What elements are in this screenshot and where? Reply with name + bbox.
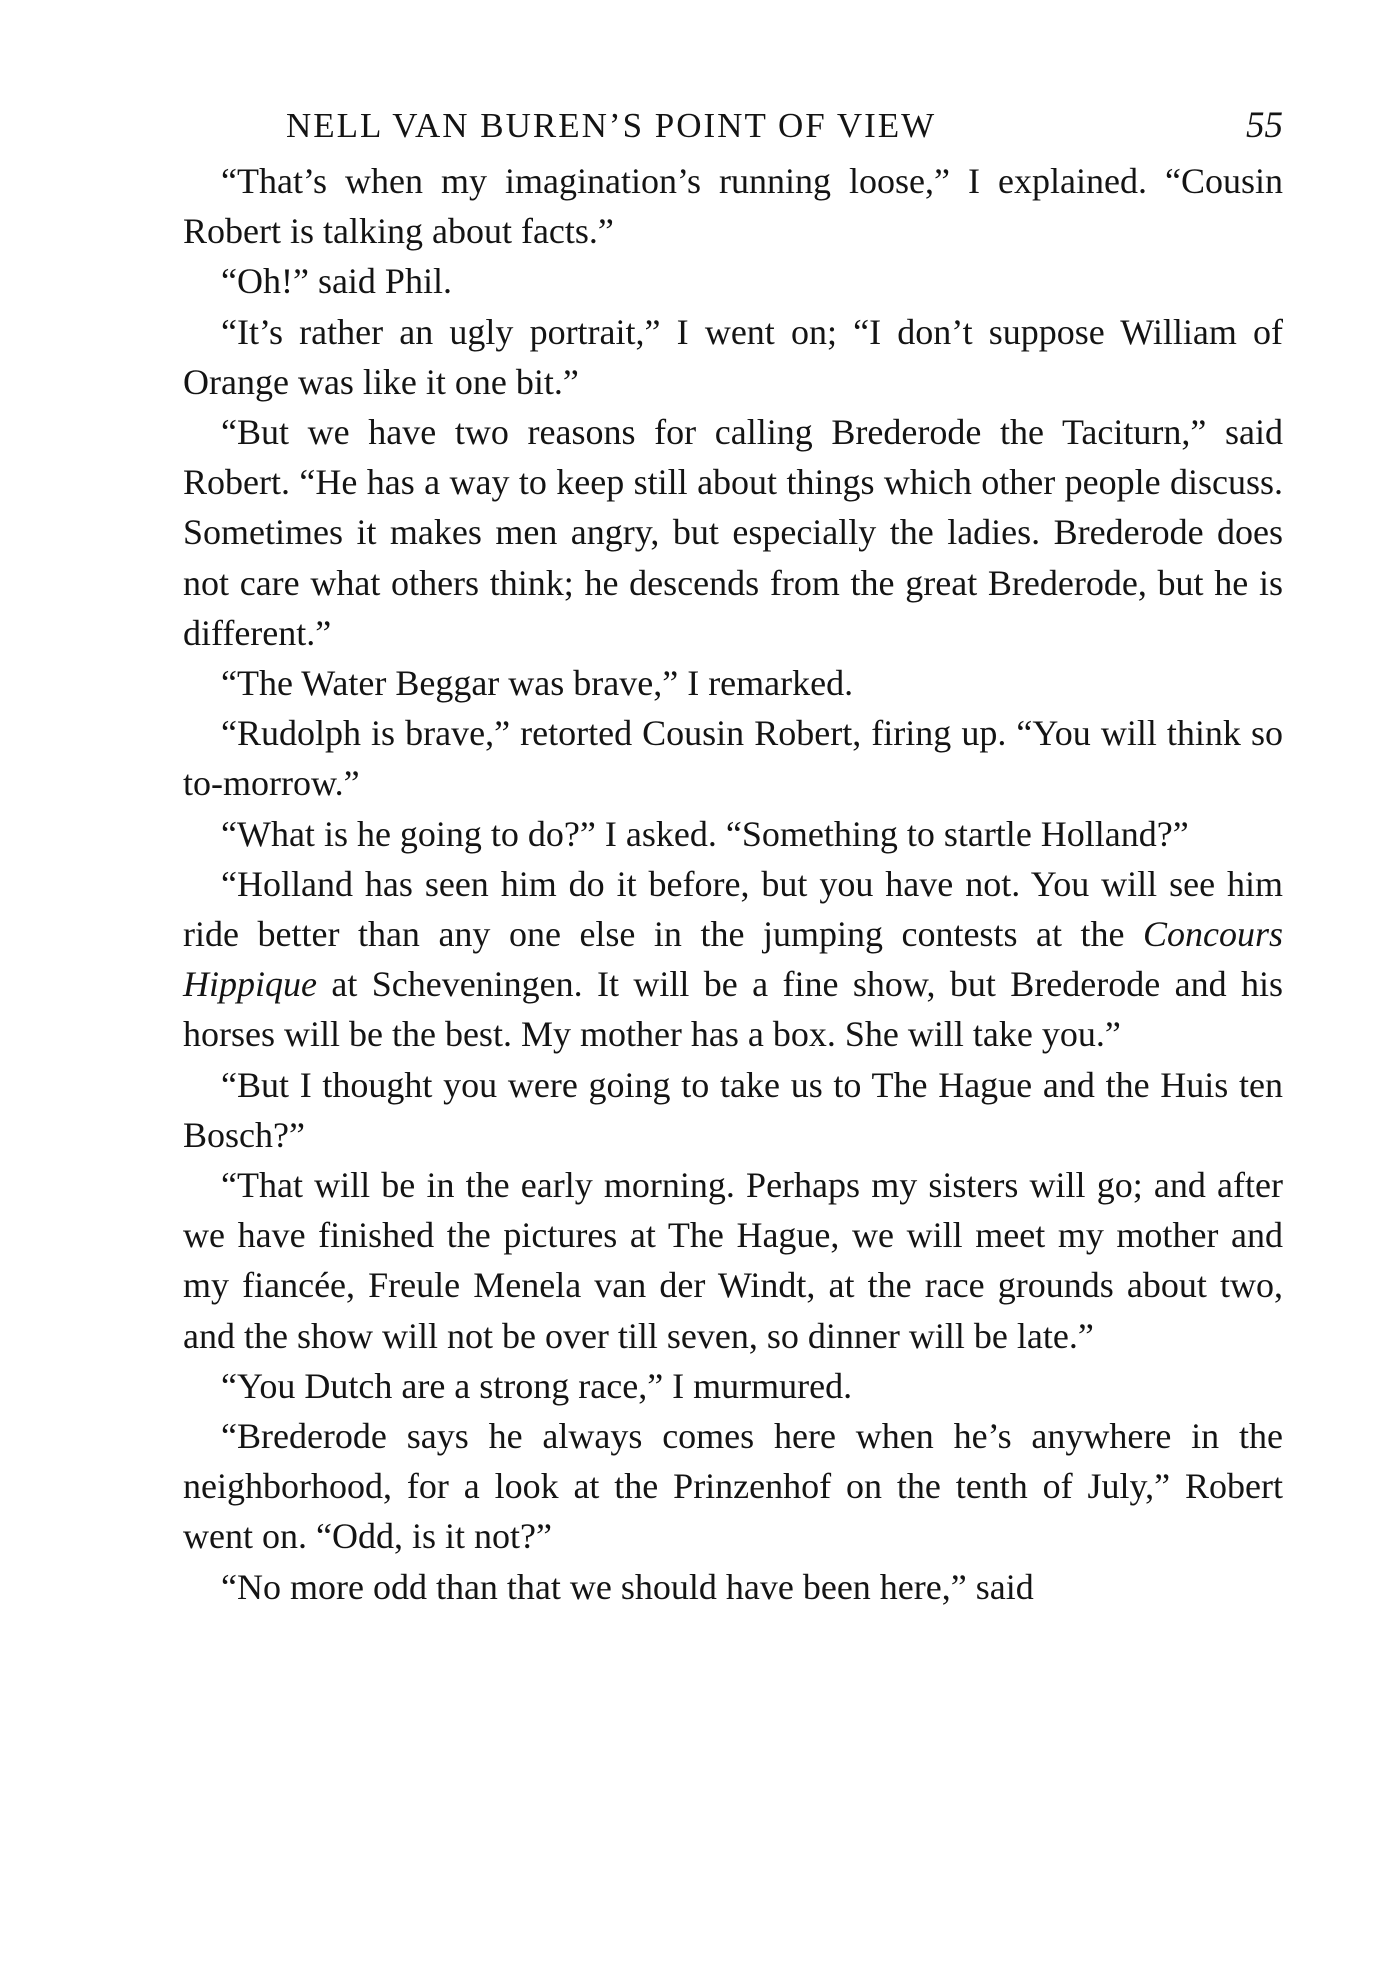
page-number: 55 — [1246, 105, 1283, 146]
running-title: NELL VAN BUREN’S POINT OF VIEW — [286, 106, 937, 145]
paragraph: “It’s rather an ugly portrait,” I went on; “I don’t suppose William of Orange was like it one bit.” — [183, 311, 1283, 402]
book-page — [183, 96, 1283, 1916]
paragraph: “Rudolph is brave,” retorted Cousin Robert, firing up. “You will think so to-morrow.” — [183, 713, 1283, 804]
paragraph: “The Water Beggar was brave,” I remarked. — [221, 663, 854, 704]
body-text — [183, 156, 1283, 1612]
paragraph: “Brederode says he always comes here when he’s anywhere in the neighborhood, for a look at the Prinzenhof on the tenth of July,” Robert went on. “Odd, is it not?” — [183, 1416, 1283, 1557]
paragraph — [183, 859, 1283, 1060]
paragraph-text: “Holland has seen him do it before, but you have not. You will see him ride better than any one else in the jumping contests at the — [183, 863, 1283, 955]
paragraph: “But we have two reasons for calling Brederode the Taciturn,” said Robert. “He has a way to keep still about things which other people discuss. Sometimes it makes men angry, but especially the ladies. Brederode does not care what others think; he descends from the great Brederode, but he is different.” — [183, 412, 1283, 653]
paragraph: “But I thought you were going to take us to The Hague and the Huis ten Bosch?” — [183, 1064, 1283, 1155]
running-header — [183, 96, 1283, 156]
paragraph: “That will be in the early morning. Perhaps my sisters will go; and after we have finished the pictures at The Hague, we will meet my mother and my fiancée, Freule Menela van der Windt, at the race grounds about two, and the show will not be over till seven, so dinner will be late.” — [183, 1165, 1283, 1356]
paragraph: “You Dutch are a strong race,” I murmured. — [221, 1365, 853, 1406]
paragraph: “What is he going to do?” I asked. “Something to startle Holland?” — [221, 813, 1189, 854]
paragraph: “No more odd than that we should have been here,” said — [221, 1566, 1034, 1607]
paragraph: “That’s when my imagination’s running loose,” I explained. “Cousin Robert is talking about facts.” — [183, 161, 1283, 252]
italic-phrase: Concours Hippique — [183, 914, 1283, 1005]
paragraph: “Oh!” said Phil. — [221, 261, 452, 302]
paragraph-text: at Scheveningen. It will be a fine show, but Brederode and his horses will be the best. My mother has a box. She will take you.” — [183, 964, 1283, 1055]
